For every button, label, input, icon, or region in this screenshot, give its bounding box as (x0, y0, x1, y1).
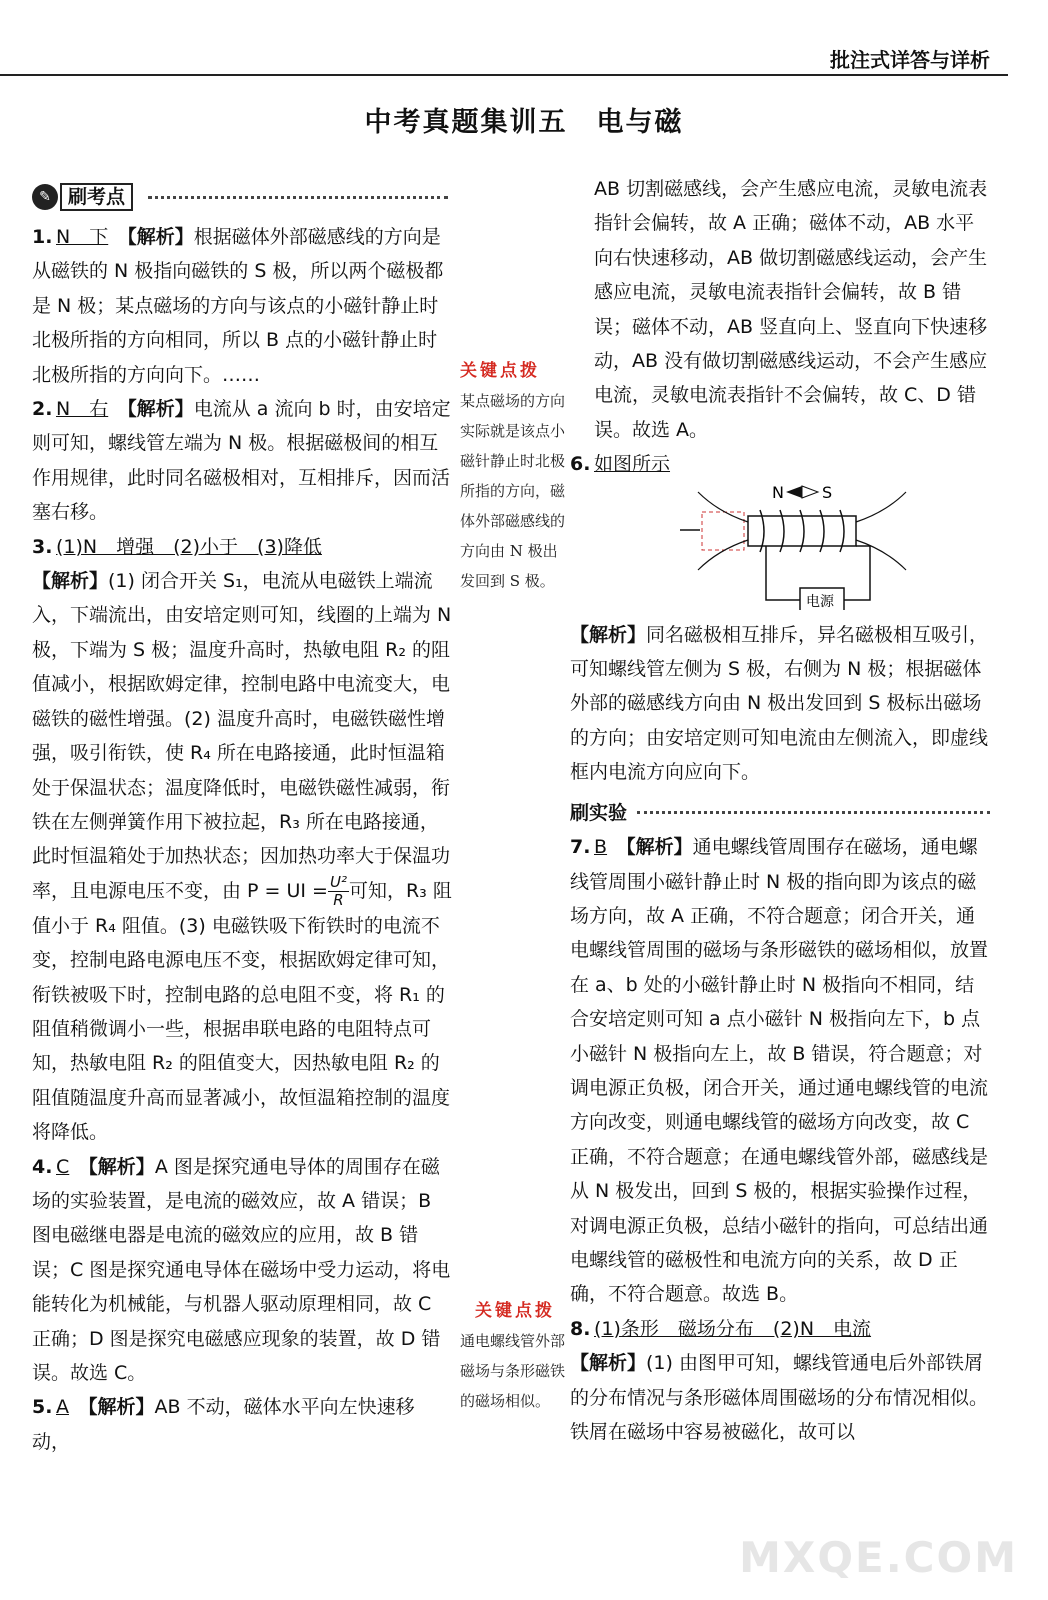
answer-item-6: 6. 如图所示 (570, 453, 671, 476)
running-title: 批注式详答与详析 (830, 48, 990, 72)
key-note-2 (460, 1296, 570, 1416)
wire-right (844, 546, 870, 600)
key-note-text: 某点磁场的方向实际就是该点小磁针静止时北极所指的方向，磁体外部磁感线的方向由 N 极出发回到 S 极。 (460, 392, 566, 590)
figure-n-label: N (772, 482, 784, 502)
solenoid-diagram (570, 482, 990, 610)
formula-fraction: $\frac{\text{U²}}{R}$ (329, 872, 347, 909)
wire-left (766, 546, 800, 600)
page-title: 中考真题集训五 电与磁 (364, 107, 684, 138)
key-note-text: 通电螺线管外部磁场与条形磁铁的磁场相似。 (460, 1332, 566, 1410)
field-lines-left (698, 492, 748, 570)
section-badge (32, 182, 133, 212)
compass-needle-light (802, 486, 818, 498)
answer-item-5: 5. A 【解析】AB 不动，磁体水平向左快速移动， (32, 1396, 415, 1453)
answer-item-5-continued: AB 切割磁感线，会产生感应电流，灵敏电流表指针会偏转，故 A 正确；磁体不动，AB 水平向右快速移动，AB 做切割磁感线运动，会产生感应电流，灵敏电流表指针会偏转，故 B 错误；磁体不动，AB 竖直向上、竖直向下快速移动，AB 没有做切割磁感线运动，不会产生感应电流，灵敏电流表指针不会偏转，故 C、D 错误。故选 A。 (594, 178, 988, 441)
answer-item-8: 8. (1)条形 磁场分布 (2)N 电流 【解析】(1) 由图甲可知，螺线管通电后外部铁屑的分布情况与条形磁体周围磁场的分布情况相似。铁屑在磁场中容易被磁化，故可以 (570, 1317, 989, 1443)
page-header (0, 0, 1048, 80)
figure-s-label: S (822, 482, 833, 502)
experiment-label: 刷实验 (570, 801, 628, 824)
right-column (570, 172, 990, 1449)
left-column (32, 220, 452, 1459)
key-note-title: 关键点拨 (460, 361, 540, 381)
pencil-icon: ✎ (32, 184, 58, 210)
power-source-label: 电源 (806, 593, 834, 610)
answer-item-4: 4. C 【解析】A 图是探究通电导体的周围存在磁场的实验装置，是电流的磁效应，故 A 错误；B 图电磁继电器是电流的磁效应的应用，故 B 错误；C 图是探究通电导体在磁场中受力运动，将电能转化为机械能，与机器人驱动原理相同，故 C 正确；D 图是探究电磁感应现象的装置，故 D 错误。故选 C。 (32, 1155, 451, 1384)
key-note-title: 关键点拨 (475, 1301, 555, 1321)
answer-item-1: 1. N 下 【解析】根据磁体外部磁感线的方向是从磁铁的 N 极指向磁铁的 S 极，所以两个磁极都是 N 极；某点磁场的方向与该点的小磁针静止时北极所指的方向相同，所以 B 点的小磁针静止时北极所指的方向向下。…… (32, 226, 444, 386)
experiment-dotted-rule (637, 811, 990, 814)
section-label: 刷考点 (60, 183, 133, 211)
experiment-header (570, 796, 990, 830)
field-lines-right (856, 492, 906, 570)
answer-item-2: 2. N 右 【解析】电流从 a 流向 b 时，由安培定则可知，螺线管左端为 N 极。根据磁极间的相互作用规律，此时同名磁极相对，互相排斥，因而活塞右移。 (32, 398, 451, 524)
key-note-1 (460, 356, 570, 596)
answer-item-3: 3. (1)N 增强 (2)小于 (3)降低 【解析】(1) 闭合开关 S₁，电流从电磁铁上端流入，下端流出，由安培定则可知，线圈的上端为 N 极，下端为 S 极；温度升高时，热敏电阻 R₂ 的阻值减小，根据欧姆定律，控制电路中电流变大，电磁铁的磁性增强。(2) 温度升高时，电磁铁磁性增强，吸引衔铁，使 R₄ 所在电路接通，此时恒温箱处于保温状态；温度降低时，电磁铁磁性减弱，衔铁在左侧弹簧作用下被拉起，R₃ 所在电路接通，此时恒温箱处于加热状态；因加热功率大于保温功率，且电源电压不变，由 P = UI = $\frac{\text{U²}}{R}$可知，R₃ 阻值小于 R₄ 阻值。(3) 电磁铁吸下衔铁时的电流不变，控制电路电源电压不变，根据欧姆定律可知，衔铁被吸下时，控制电路的总电阻不变，将 R₁ 的阻值稍微调小一些，根据串联电路的电阻特点可知，热敏电阻 R₂ 的阻值变大，因热敏电阻 R₂ 的阻值随温度升高而显著减小，故恒温箱控制的温度将降低。 (32, 535, 452, 1144)
answer-item-7: 7. B 【解析】通电螺线管周围存在磁场，通电螺线管周围小磁针静止时 N 极的指向即为该点的磁场方向，故 A 正确，不符合题意；闭合开关，通电螺线管周围的磁场与条形磁铁的磁场相似，放置在 a、b 处的小磁针静止时 N 极指向不相同，结合安培定则可知 a 点小磁针 N 极指向左下，b 点小磁针 N 极指向左上，故 B 错误，符合题意；对调电源正负极，闭合开关，通过通电螺线管的电流方向改变，则通电螺线管的磁场方向改变，故 C 正确，不符合题意；在通电螺线管外部，磁感线是从 N 极发出，回到 S 极的，根据实验操作过程，对调电源正负极，总结小磁针的指向，可总结出通电螺线管的磁极性和电流方向的关系，故 D 正确，不符合题意。故选 B。 (570, 836, 989, 1306)
compass-needle-dark (786, 486, 802, 498)
solenoid-figure (570, 482, 990, 610)
section-dotted-rule (148, 196, 448, 199)
header-rule (0, 74, 1008, 76)
watermark: MXQE.COM (739, 1533, 1018, 1582)
answer-item-6-analysis: 【解析】同名磁极相互排斥，异名磁极相互吸引，可知螺线管左侧为 S 极，右侧为 N 极；根据磁体外部的磁感线方向由 N 极出发回到 S 极标出磁场的方向；由安培定则可知电流由左侧流入，即虚线框内电流方向应向下。 (570, 623, 989, 784)
